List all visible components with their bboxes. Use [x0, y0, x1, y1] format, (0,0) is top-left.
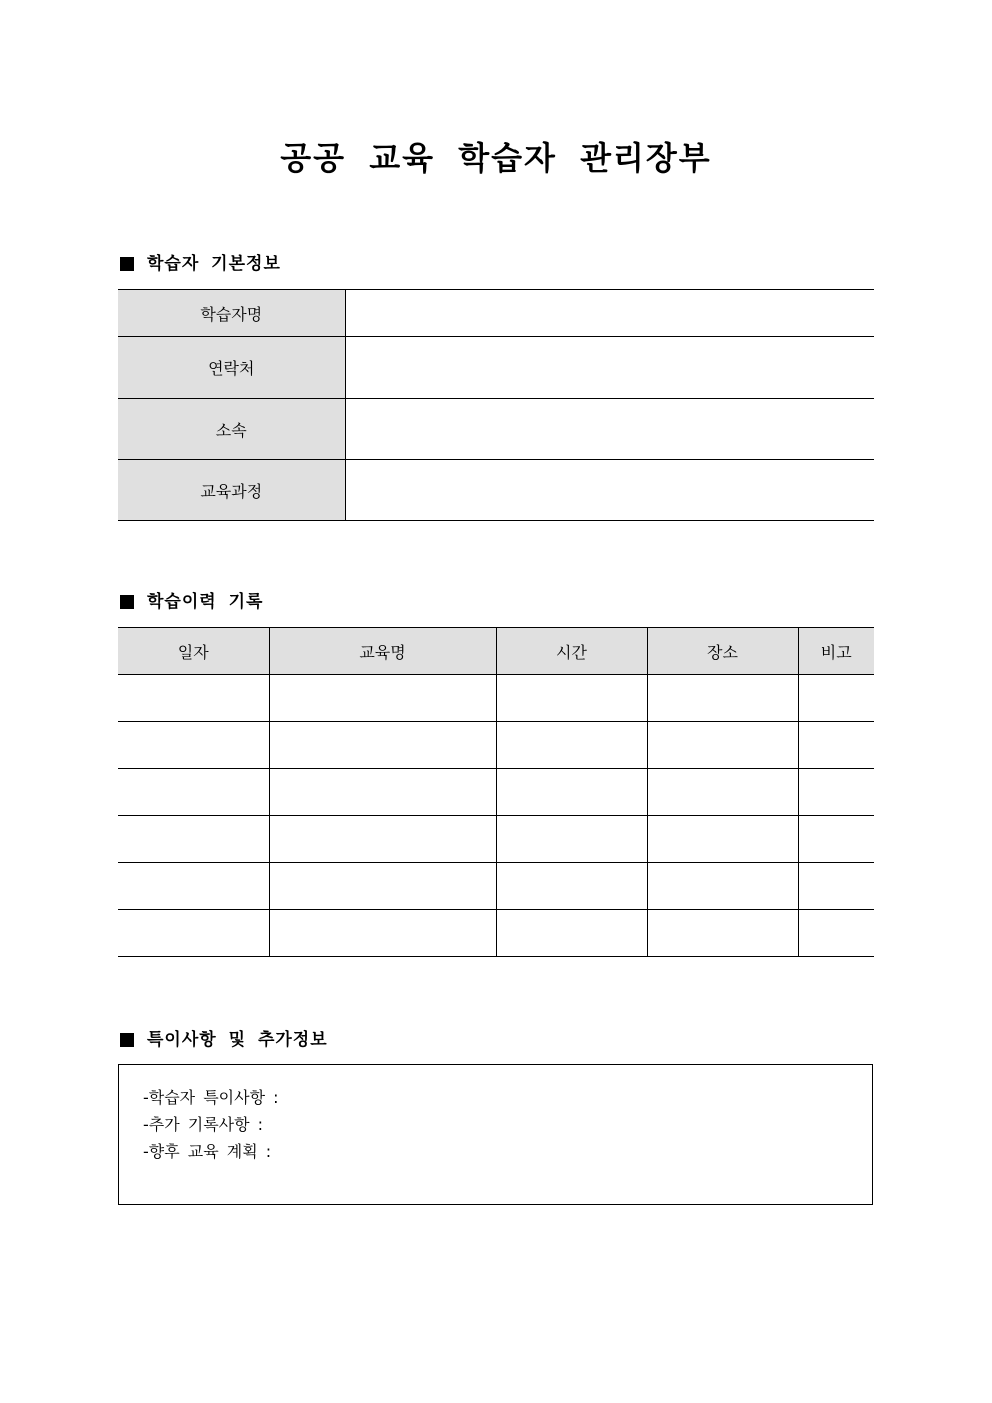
- table-cell[interactable]: [647, 675, 798, 722]
- field-value-affiliation[interactable]: [345, 399, 874, 460]
- table-cell[interactable]: [798, 816, 874, 863]
- section-heading-basic-info: [118, 252, 281, 276]
- column-header-course-name: 교육명: [269, 628, 496, 675]
- table-row: [118, 460, 874, 521]
- column-header-time: 시간: [496, 628, 647, 675]
- field-label-contact: 연락처: [118, 337, 345, 399]
- table-cell[interactable]: [118, 722, 269, 769]
- table-cell[interactable]: [496, 816, 647, 863]
- basic-info-table: [118, 289, 874, 521]
- section-title: 학습이력 기록: [147, 592, 264, 612]
- table-cell[interactable]: [269, 863, 496, 910]
- table-cell[interactable]: [496, 675, 647, 722]
- square-bullet-icon: [120, 595, 134, 609]
- field-value-name[interactable]: [345, 290, 874, 337]
- field-label-name: 학습자명: [118, 290, 345, 337]
- table-cell[interactable]: [496, 722, 647, 769]
- field-value-contact[interactable]: [345, 337, 874, 399]
- table-row: [118, 290, 874, 337]
- document-title: 공공 교육 학습자 관리장부: [280, 139, 712, 177]
- square-bullet-icon: [120, 1033, 134, 1047]
- table-cell[interactable]: [798, 675, 874, 722]
- table-cell[interactable]: [798, 769, 874, 816]
- note-line-future-plan: -향후 교육 계획 :: [143, 1142, 272, 1161]
- section-heading-notes: [118, 1028, 328, 1052]
- history-table: [118, 627, 874, 957]
- table-row: [118, 910, 874, 957]
- table-cell[interactable]: [647, 722, 798, 769]
- table-row: [118, 675, 874, 722]
- section-title: 특이사항 및 추가정보: [147, 1030, 328, 1050]
- table-row: [118, 863, 874, 910]
- note-line-additional-records: -추가 기록사항 :: [143, 1115, 264, 1134]
- note-line-special-notes: -학습자 특이사항 :: [143, 1088, 279, 1107]
- table-cell[interactable]: [647, 816, 798, 863]
- column-header-date: 일자: [118, 628, 269, 675]
- table-cell[interactable]: [647, 769, 798, 816]
- table-cell[interactable]: [496, 863, 647, 910]
- table-cell[interactable]: [269, 675, 496, 722]
- column-header-place: 장소: [647, 628, 798, 675]
- section-title: 학습자 기본정보: [147, 254, 281, 274]
- table-cell[interactable]: [118, 863, 269, 910]
- table-cell[interactable]: [269, 722, 496, 769]
- table-cell[interactable]: [118, 816, 269, 863]
- section-heading-history: [118, 590, 263, 614]
- notes-box[interactable]: [118, 1064, 873, 1205]
- table-cell[interactable]: [798, 910, 874, 957]
- table-cell[interactable]: [798, 722, 874, 769]
- table-row: [118, 769, 874, 816]
- table-cell[interactable]: [496, 910, 647, 957]
- table-cell[interactable]: [647, 910, 798, 957]
- column-header-remarks: 비고: [798, 628, 874, 675]
- table-cell[interactable]: [269, 769, 496, 816]
- table-cell[interactable]: [798, 863, 874, 910]
- table-cell[interactable]: [269, 816, 496, 863]
- table-cell[interactable]: [496, 769, 647, 816]
- table-row: [118, 816, 874, 863]
- table-row: [118, 337, 874, 399]
- table-cell[interactable]: [647, 863, 798, 910]
- table-cell[interactable]: [269, 910, 496, 957]
- table-cell[interactable]: [118, 910, 269, 957]
- field-value-course[interactable]: [345, 460, 874, 521]
- table-row: [118, 399, 874, 460]
- field-label-course: 교육과정: [118, 460, 345, 521]
- table-cell[interactable]: [118, 675, 269, 722]
- field-label-affiliation: 소속: [118, 399, 345, 460]
- square-bullet-icon: [120, 257, 134, 271]
- table-cell[interactable]: [118, 769, 269, 816]
- table-header-row: [118, 628, 874, 675]
- table-row: [118, 722, 874, 769]
